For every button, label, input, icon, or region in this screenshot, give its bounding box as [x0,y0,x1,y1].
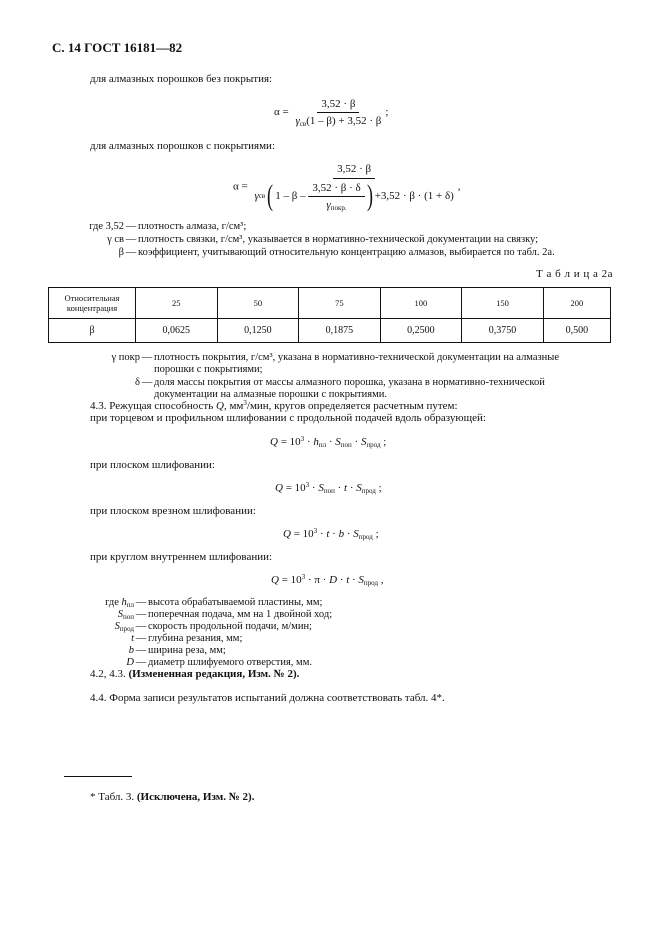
paragraph-4-3: 4.3. Режущая способность Q, $мм^3$/мин, кругов определяется расчетным путем: [90,399,458,412]
table-cell: 0,2500 [380,319,462,343]
formula-flat-grinding: $Q = 10^3 \cdot S_{поп} \cdot t \cdot S_{прод}$ ; [275,481,382,495]
table-header-cell: 25 [136,288,218,319]
definition-row: $S_{поп}$ — поперечная подача, мм на 1 двойной ход; [117,609,333,621]
table-row-header: Относительная концентрация [49,288,136,319]
table-header-row [49,288,611,319]
footnote: * Табл. 3. (Исключена, Изм. № 2). [90,791,255,803]
table-header-cell: 75 [299,288,381,319]
definition-row: γ св — плотность связки, г/см³, указывается в нормативно-технической документации на связку; [107,234,539,245]
table-caption: Т а б л и ц а 2а [536,268,613,280]
paragraph-face-grinding: при торцевом и профильном шлифовании с продольной подачей вдоль образующей: [90,412,486,424]
fraction-denominator: $\gamma_{св}(1 - \beta) + 3,52 \cdot \beta$ [295,115,382,128]
paragraph-4-4: 4.4. Форма записи результатов испытаний должна соответствовать табл. 4*. [90,692,445,704]
definition-row: где 3,52 — плотность алмаза, г/см³; [89,221,247,232]
definition-row: D — диаметр шлифуемого отверстия, мм. [126,657,312,668]
formula-face-grinding: $Q = 10^3 \cdot h_{пл} \cdot S_{поп} \cdot S_{прод}$ ; [270,435,387,449]
fraction-numerator: 3,52 · β [333,163,375,179]
definition-continuation: порошки с покрытиями; [154,364,263,375]
formula-lhs: α = [233,180,248,193]
fraction [250,163,457,211]
definition-row: где $h_{пл}$ — высота обрабатываемой пластины, мм; [105,597,323,609]
table-2a [48,287,611,343]
definition-row: γ покр — плотность покрытия, г/см³, указана в нормативно-технической документации на алмазные [111,352,560,363]
table-row-label: β [49,319,136,343]
formula-alpha-coated: α = 3,52 · β γ св ( 1 – β – $\frac{3,52 \cdot \beta \cdot \delta}{\gamma_{покр.}}$ ) +3,52 · β · (1 + δ) , [233,163,461,212]
definition-row: t — глубина резания, мм; [131,633,243,644]
table-cell: 0,3750 [462,319,544,343]
table-header-cell: 200 [543,288,610,319]
paragraph-with-coating: для алмазных порошков с покрытиями: [90,140,276,152]
fraction [291,98,385,127]
table-cell: 0,500 [543,319,610,343]
page-header: С. 14 ГОСТ 16181—82 [52,40,183,55]
definition-row: b — ширина реза, мм; [128,645,226,656]
definition-row: β — коэффициент, учитывающий относительную концентрацию алмазов, выбирается по табл. 2а. [118,247,555,258]
table-row [49,319,611,343]
paragraph-flat-grinding: при плоском шлифовании: [90,459,215,471]
formula-slot-grinding: $Q = 10^3 \cdot t \cdot b \cdot S_{прод}$ ; [283,527,379,541]
table-header-cell: 100 [380,288,462,319]
formula-lhs: α = [274,106,289,119]
definition-row: δ — доля массы покрытия от массы алмазного порошка, указана в нормативно-технической [135,377,545,388]
table-header-cell: 150 [462,288,544,319]
paragraph-slot-grinding: при плоском врезном шлифовании: [90,505,256,517]
fraction-denominator: γ св ( 1 – β – $\frac{3,52 \cdot \beta \cdot \delta}{\gamma_{покр.}}$ ) +3,52 · β · (1 + δ) [254,179,454,212]
revision-note: 4.2, 4.3. (Измененная редакция, Изм. № 2). [90,668,300,680]
footnote-rule [64,776,132,777]
table-cell: 0,1875 [299,319,381,343]
inner-fraction: $\frac{3,52 \cdot \beta \cdot \delta}{\gamma_{покр.}}$ [308,182,364,211]
paragraph-internal-grinding: при круглом внутреннем шлифовании: [90,551,273,563]
definition-continuation: документации на алмазные порошки с покрытиями. [154,389,387,400]
formula-alpha-uncoated: α = $\frac{3,52 \cdot \beta}{\gamma_{св}(1 - \beta) + 3,52 \cdot \beta}$ ; [274,98,389,128]
definition-row: $S_{прод}$ — скорость продольной подачи, м/мин; [114,621,312,633]
formula-internal-grinding: $Q = 10^3 \cdot \pi \cdot D \cdot t \cdot S_{прод}$ , [271,573,384,587]
table-cell: 0,1250 [217,319,299,343]
table-header-cell: 50 [217,288,299,319]
paragraph-no-coating: для алмазных порошков без покрытия: [90,73,273,85]
table-cell: 0,0625 [136,319,218,343]
fraction-numerator: 3,52 · β [317,98,359,113]
